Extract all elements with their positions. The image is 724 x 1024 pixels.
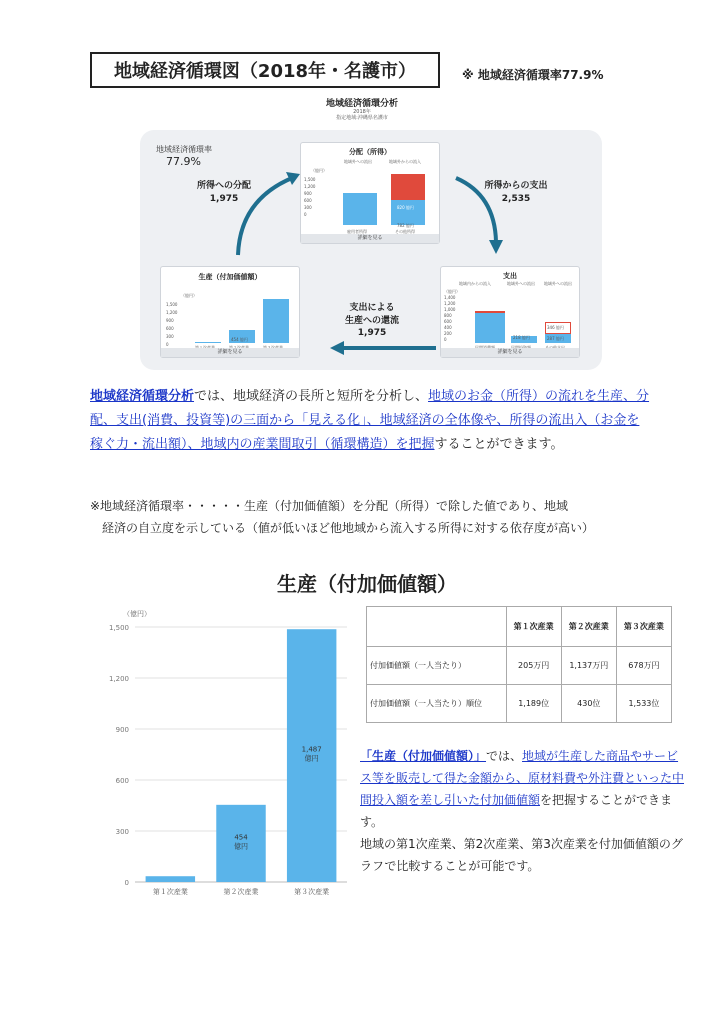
expenditure-detail-link[interactable]: 詳細を見る bbox=[441, 348, 579, 357]
distribution-unit: （億円） bbox=[311, 168, 327, 173]
main-paragraph-text2: することができます。 bbox=[434, 437, 564, 452]
diagram-rate-label: 地域経済循環率 bbox=[156, 145, 212, 154]
production-tick: 900 bbox=[166, 318, 174, 323]
table-header-cell: 第１次産業 bbox=[506, 607, 561, 647]
chart-y-tick-label: 0 bbox=[124, 879, 129, 887]
note-line2: 経済の自立度を示している（値が低いほど他地域から流入する所得に対する依存度が高い） bbox=[102, 521, 595, 535]
distribution-cat-employee: 雇用者所得 bbox=[347, 229, 367, 234]
chart-x-tick-label: 第２次産業 bbox=[223, 888, 259, 896]
chart-y-tick-label: 1,500 bbox=[108, 624, 129, 632]
distribution-title: 分配（所得） bbox=[349, 148, 391, 156]
expenditure-arrow3-label: 地域外への流出 bbox=[544, 281, 572, 286]
right-paragraph-text1: では、 bbox=[486, 749, 523, 763]
distribution-y-ticks bbox=[304, 176, 322, 218]
expenditure-tick: 1,000 bbox=[444, 307, 456, 312]
distribution-cat-other: その他所得 bbox=[395, 229, 415, 234]
expenditure-tick: 800 bbox=[444, 313, 452, 318]
production-tick: 600 bbox=[166, 326, 174, 331]
chart-data-label: 454 bbox=[234, 833, 248, 842]
expenditure-y-ticks bbox=[444, 295, 460, 343]
distribution-tick: 300 bbox=[304, 205, 312, 210]
chart-x-tick-label: 第１次産業 bbox=[152, 888, 188, 896]
expenditure-investment-value: 218 億円 bbox=[513, 335, 530, 340]
distribution-tick: 1,500 bbox=[304, 177, 316, 182]
table-cell: 1,137万円 bbox=[561, 647, 616, 685]
flow-return-label1: 支出による bbox=[349, 303, 395, 313]
table-cell: 1,189位 bbox=[506, 685, 561, 723]
expenditure-tick: 1,200 bbox=[444, 301, 456, 306]
production-tick: 1,500 bbox=[166, 302, 178, 307]
production-tick: 1,200 bbox=[166, 310, 178, 315]
flow-return-label2: 生産への還流 bbox=[344, 315, 399, 326]
table-cell: 付加価値額（一人当たり） bbox=[367, 647, 507, 685]
diagram-subtitle-year: 2018年 bbox=[353, 109, 371, 115]
page-title-box bbox=[90, 52, 440, 88]
expenditure-unit: （億円） bbox=[444, 289, 460, 294]
flow-expense bbox=[476, 180, 556, 205]
expenditure-arrow1-label: 地域内からの流入 bbox=[459, 281, 491, 286]
chart-data-label: 億円 bbox=[304, 754, 319, 763]
arrow-expense-head bbox=[489, 240, 503, 254]
table-cell: 678万円 bbox=[616, 647, 671, 685]
table-header-cell: 第３次産業 bbox=[616, 607, 671, 647]
expenditure-other-top-value: 346 億円 bbox=[547, 325, 564, 330]
rate-note: ※ 地域経済循環率77.9% bbox=[462, 68, 604, 82]
distribution-local-value: 782 億円 bbox=[397, 223, 414, 228]
distribution-bar-other-local bbox=[391, 200, 425, 225]
production-bar-chart bbox=[95, 602, 357, 900]
expenditure-tick: 200 bbox=[444, 331, 452, 336]
distribution-tick: 600 bbox=[304, 198, 312, 203]
production-tick: 0 bbox=[166, 342, 169, 347]
table-header-row bbox=[367, 607, 672, 647]
note bbox=[90, 495, 660, 539]
chart-y-tick-label: 300 bbox=[115, 828, 129, 836]
distribution-arrow-in-label: 地域外への流出 bbox=[344, 159, 372, 164]
expenditure-panel bbox=[440, 266, 580, 358]
table-row bbox=[367, 685, 672, 723]
production-y-ticks bbox=[166, 301, 184, 349]
right-paragraph-text3: 地域の第1次産業、第2次産業、第3次産業を付加価値額のグラフで比較することが可能です。 bbox=[360, 837, 683, 873]
diagram-rate-value: 77.9% bbox=[166, 155, 201, 168]
page-title: 地域経済循環図（2018年・名護市） bbox=[113, 61, 417, 82]
diagram-subtitle-region: 指定地域:沖縄県名護市 bbox=[336, 115, 388, 121]
table-row bbox=[367, 647, 672, 685]
flow-return bbox=[332, 302, 412, 340]
production-bar-tertiary bbox=[263, 299, 289, 343]
note-line1: ※地域経済循環率・・・・・生産（付加価値額）を分配（所得）で除した値であり、地域 bbox=[90, 499, 569, 513]
production-detail-link[interactable]: 詳細を見る bbox=[161, 348, 299, 357]
expenditure-tick: 400 bbox=[444, 325, 452, 330]
flow-income-value: 1,975 bbox=[209, 193, 239, 204]
flow-income-label: 所得への分配 bbox=[196, 181, 251, 191]
diagram-title: 地域経済循環分析 bbox=[325, 99, 398, 109]
chart-y-tick-label: 600 bbox=[115, 777, 129, 785]
table-cell: 205万円 bbox=[506, 647, 561, 685]
chart-y-unit: （億円） bbox=[123, 610, 151, 618]
expenditure-title: 支出 bbox=[503, 272, 517, 280]
section-title: 生産（付加価値額） bbox=[277, 572, 457, 596]
production-bar-primary bbox=[195, 342, 221, 343]
chart-y-tick-label: 1,200 bbox=[108, 675, 129, 683]
chart-data-label: 億円 bbox=[234, 842, 248, 851]
flow-return-value: 1,975 bbox=[357, 328, 387, 339]
link-value-added[interactable]: 地域が生産した商品やサービス等を販売して得た金額から、原材料費や外注費といった中間投入額を差し引いた付加価値額 bbox=[360, 749, 685, 807]
economic-cycle-diagram bbox=[140, 130, 602, 370]
main-paragraph bbox=[90, 385, 650, 457]
chart-data-label: 1,487 bbox=[301, 745, 322, 754]
right-paragraph-text2: を把握することができます。 bbox=[360, 793, 673, 829]
expenditure-tick: 0 bbox=[444, 337, 447, 342]
distribution-tick: 0 bbox=[304, 212, 307, 217]
distribution-tick: 900 bbox=[304, 191, 312, 196]
link-production[interactable]: 「生産（付加価値額）」 bbox=[360, 749, 487, 763]
expenditure-arrow2-label: 地域外への流出 bbox=[507, 281, 535, 286]
expenditure-tick: 1,400 bbox=[444, 295, 456, 300]
distribution-detail-link[interactable]: 詳細を見る bbox=[301, 234, 439, 243]
table-cell: 付加価値額（一人当たり）順位 bbox=[367, 685, 507, 723]
table-cell: 430位 bbox=[561, 685, 616, 723]
chart-y-tick-label: 900 bbox=[115, 726, 129, 734]
flow-expense-value: 2,535 bbox=[501, 193, 531, 204]
main-paragraph-text1: では、地域経済の長所と短所を分析し、 bbox=[194, 389, 429, 404]
production-title: 生産（付加価値額） bbox=[198, 273, 262, 281]
chart-bar bbox=[146, 876, 195, 882]
link-money-flow[interactable]: 地域のお金（所得）の流れを生産、分配、支出(消費、投資等)の三面から「見える化」、地域経済の全体像や、所得の流出入（お金を稼ぐ力・流出額）、地域内の産業間取引（循環構造）を把握 bbox=[90, 389, 650, 452]
distribution-bar-employee bbox=[343, 193, 377, 225]
table-header-cell: 第２次産業 bbox=[561, 607, 616, 647]
chart-x-tick-label: 第３次産業 bbox=[294, 888, 330, 896]
production-panel bbox=[160, 266, 300, 358]
distribution-bar-other-inflow bbox=[391, 174, 425, 200]
distribution-arrow-out-label: 地域外からの流入 bbox=[389, 159, 421, 164]
flow-expense-label: 所得からの支出 bbox=[484, 181, 548, 191]
expenditure-bar-consumption bbox=[475, 313, 505, 343]
expenditure-tick: 600 bbox=[444, 319, 452, 324]
production-tick: 300 bbox=[166, 334, 174, 339]
right-paragraph bbox=[360, 745, 685, 877]
link-regional-analysis[interactable]: 地域経済循環分析 bbox=[90, 389, 195, 404]
distribution-panel bbox=[300, 142, 440, 244]
table-cell: 1,533位 bbox=[616, 685, 671, 723]
value-table bbox=[366, 606, 672, 723]
flow-income bbox=[188, 180, 260, 205]
table-header-cell bbox=[367, 607, 507, 647]
distribution-tick: 1,200 bbox=[304, 184, 316, 189]
production-value-label: 454 億円 bbox=[231, 337, 248, 342]
production-unit: （億円） bbox=[181, 293, 197, 298]
distribution-inflow-value: 820 億円 bbox=[397, 205, 414, 210]
expenditure-other-bottom-value: 287 億円 bbox=[547, 336, 564, 341]
arrow-return-head bbox=[330, 341, 344, 355]
